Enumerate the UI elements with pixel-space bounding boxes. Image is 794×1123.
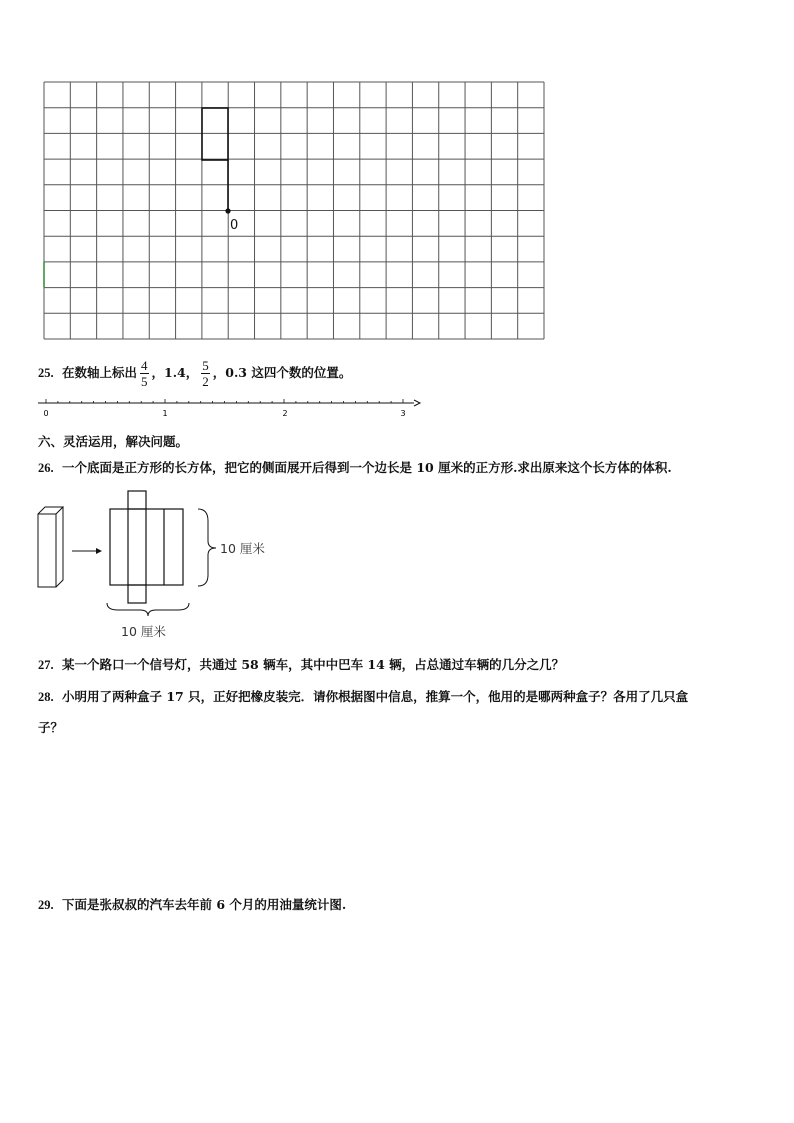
question-29-number: 29. bbox=[38, 898, 54, 912]
width-label: 10 厘米 bbox=[121, 624, 166, 639]
question-28-number: 28. bbox=[38, 690, 54, 704]
question-27-number: 27. bbox=[38, 658, 54, 672]
fraction1-numerator: 4 bbox=[141, 358, 148, 373]
question-26-text: 一个底面是正方形的长方体，把它的侧面展开后得到一个边长是 10 厘米的正方形.求出原来这个长方体的体积. bbox=[61, 460, 672, 475]
question-28-line1: 小明用了两种盒子 17 只，正好把橡皮装完．请你根据图中信息，推算一个，他用的是哪两种盒子？各用了几只盒 bbox=[61, 689, 689, 704]
fraction1-denominator: 5 bbox=[141, 374, 148, 389]
origin-label: 0 bbox=[230, 218, 239, 233]
grid-lines bbox=[44, 82, 544, 339]
unfolded-net bbox=[110, 491, 183, 603]
grid-figure bbox=[0, 0, 794, 350]
fraction-four-fifths bbox=[140, 358, 149, 389]
question-25 bbox=[38, 358, 351, 389]
fraction-five-halves bbox=[201, 358, 210, 389]
axis-tick-3: 3 bbox=[400, 409, 406, 418]
question-25-text-after: ，0.3 这四个数的位置。 bbox=[212, 365, 352, 380]
axis-tick-2: 2 bbox=[282, 409, 288, 418]
question-26-number: 26. bbox=[38, 461, 54, 475]
question-29 bbox=[38, 895, 346, 913]
rectangle-shape bbox=[202, 108, 228, 160]
question-27-text: 某一个路口一个信号灯，共通过 58 辆车，其中中巴车 14 辆，占总通过车辆的几分之几？ bbox=[61, 657, 565, 672]
cuboid-drawing bbox=[38, 507, 63, 587]
fraction2-denominator: 2 bbox=[202, 374, 209, 389]
axis-tick-1: 1 bbox=[162, 409, 168, 418]
number-line bbox=[0, 390, 794, 420]
question-25-text-before: 在数轴上标出 bbox=[61, 365, 137, 380]
question-26 bbox=[38, 458, 672, 476]
question-29-text: 下面是张叔叔的汽车去年前 6 个月的用油量统计图. bbox=[61, 897, 347, 912]
origin-point bbox=[225, 208, 230, 213]
question-25-mid: ，1.4， bbox=[151, 365, 199, 380]
height-label: 10 厘米 bbox=[220, 541, 265, 556]
question-27 bbox=[38, 655, 564, 673]
question-28 bbox=[38, 687, 688, 705]
question-28-line2: 子？ bbox=[38, 720, 64, 735]
fraction2-numerator: 5 bbox=[202, 358, 209, 373]
axis-tick-0: 0 bbox=[43, 409, 49, 418]
question-25-number: 25. bbox=[38, 366, 54, 380]
box-unfold-figure bbox=[0, 485, 794, 645]
section-6-title: 六、灵活运用，解决问题。 bbox=[38, 434, 189, 449]
